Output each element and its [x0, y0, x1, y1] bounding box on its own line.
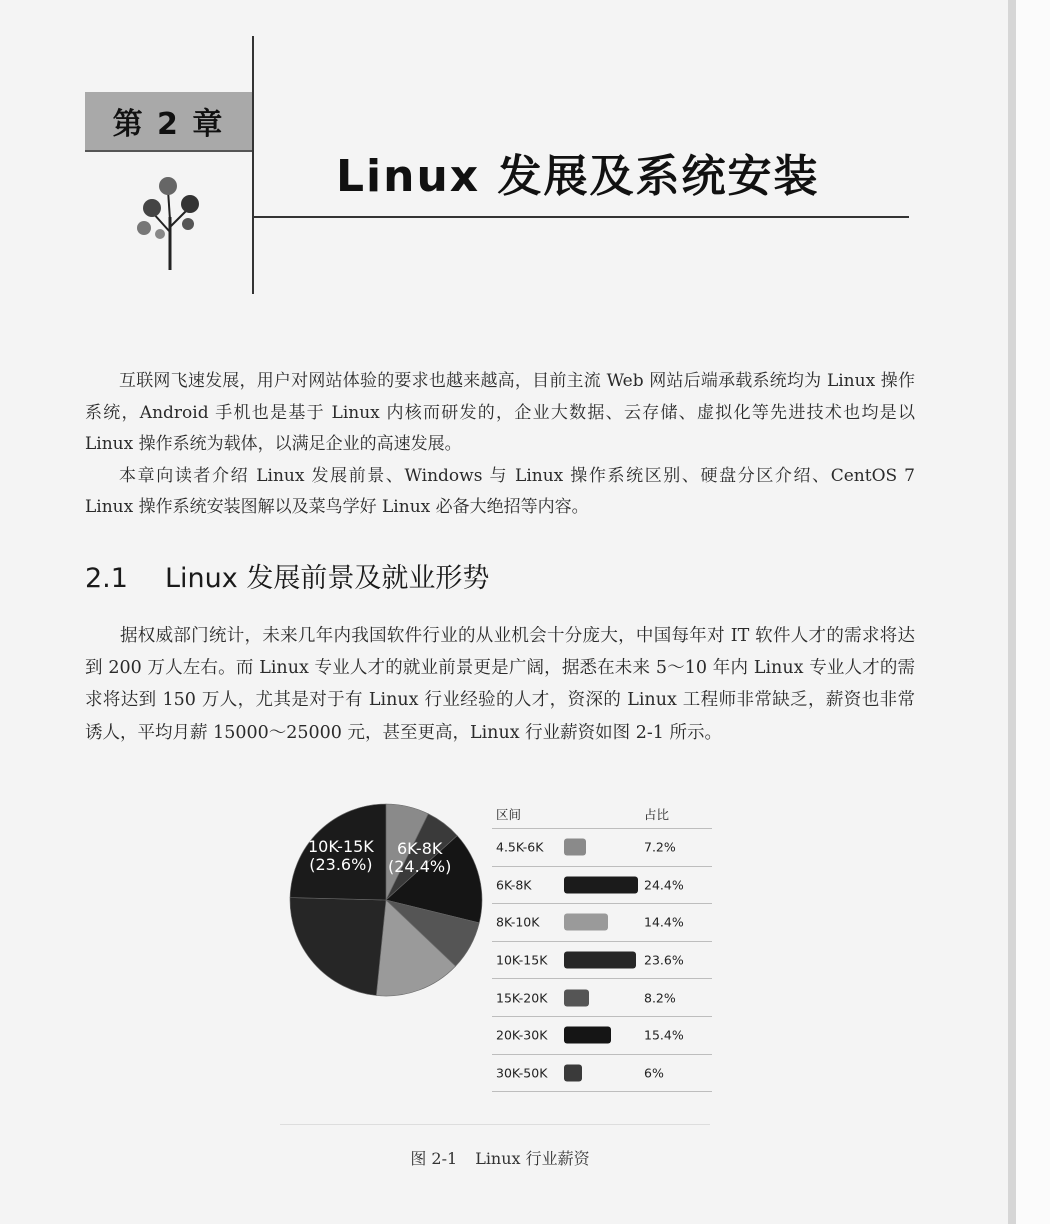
table-row — [492, 979, 712, 1017]
section-body: 据权威部门统计，未来几年内我国软件行业的从业机会十分庞大，中国每年对 IT 软件人才的需求将达到 200 万人左右。而 Linux 专业人才的就业前景更是广阔，据悉在未来 5～10 年内 Linux 专业人才的需求将达到 150 万人，尤其是对于有 Linux 行业经验的人才，资深的 Linux 工程师非常缺乏，薪资也非常诱人，平均月薪 15000～25000 元，甚至更高，Linux 行业薪资如图 2-1 所示。 — [85, 626, 915, 743]
pie-label-range: 6K-8K — [396, 839, 443, 858]
header-horizontal-rule — [254, 216, 909, 218]
row-range: 10K-15K — [496, 952, 548, 968]
caption-number: 图 2-1 — [410, 1149, 458, 1168]
row-bar — [564, 839, 586, 856]
figure-divider — [280, 1124, 710, 1125]
row-bar — [564, 1064, 582, 1081]
chapter-number-label: 第 2 章 — [85, 92, 252, 152]
chapter-title: Linux 发展及系统安装 — [336, 151, 820, 202]
row-range: 15K-20K — [496, 990, 548, 1006]
row-bar — [564, 1027, 611, 1044]
row-share: 15.4% — [644, 1027, 684, 1043]
apple-tree-icon — [130, 172, 210, 272]
figure-caption — [0, 1146, 1000, 1169]
caption-text: Linux 行业薪资 — [475, 1149, 590, 1168]
intro-text — [85, 366, 915, 524]
page-edge-shadow — [1008, 0, 1016, 1224]
table-row — [492, 867, 712, 905]
row-share: 6% — [644, 1065, 664, 1081]
table-header — [492, 800, 712, 829]
pie-label-6k-8k — [388, 840, 451, 876]
pie-slice-10k-15k — [290, 898, 386, 996]
row-share: 24.4% — [644, 877, 684, 893]
row-share: 14.4% — [644, 914, 684, 930]
pie-label-10k-15k — [308, 838, 374, 874]
row-share: 8.2% — [644, 990, 676, 1006]
row-share: 23.6% — [644, 952, 684, 968]
pie-label-pct: (23.6%) — [309, 855, 373, 874]
row-bar — [564, 989, 589, 1006]
row-bar — [564, 952, 636, 969]
intro-paragraph-2: 本章向读者介绍 Linux 发展前景、Windows 与 Linux 操作系统区别、硬盘分区介绍、CentOS 7 Linux 操作系统安装图解以及菜鸟学好 Linux 必备大绝招等内容。 — [85, 465, 915, 517]
table-row — [492, 942, 712, 980]
page-margin — [1016, 0, 1050, 1224]
salary-pie-chart — [288, 802, 484, 998]
table-row — [492, 904, 712, 942]
pie-label-pct: (24.4%) — [388, 857, 452, 876]
section-title: Linux 发展前景及就业形势 — [165, 563, 490, 594]
row-range: 8K-10K — [496, 914, 540, 930]
row-range: 4.5K-6K — [496, 839, 544, 855]
header-range: 区间 — [496, 807, 522, 822]
salary-table — [492, 800, 712, 1092]
row-bar — [564, 914, 608, 931]
table-row — [492, 829, 712, 867]
pie-label-range: 10K-15K — [308, 837, 374, 856]
intro-paragraph-1: 互联网飞速发展，用户对网站体验的要求也越来越高，目前主流 Web 网站后端承载系统均为 Linux 操作系统，Android 手机也是基于 Linux 内核而研发的，企业大数据、云存储、虚拟化等先进技术也均是以 Linux 操作系统为载体，以满足企业的高速发展。 — [85, 371, 915, 454]
row-range: 30K-50K — [496, 1065, 548, 1081]
table-row — [492, 1055, 712, 1093]
row-range: 20K-30K — [496, 1027, 548, 1043]
section-heading — [85, 556, 489, 595]
header-vertical-rule — [252, 36, 254, 294]
row-share: 7.2% — [644, 839, 676, 855]
section-number: 2.1 — [85, 563, 128, 594]
table-row — [492, 1017, 712, 1055]
row-bar — [564, 876, 638, 893]
header-share: 占比 — [644, 807, 670, 822]
row-range: 6K-8K — [496, 877, 532, 893]
